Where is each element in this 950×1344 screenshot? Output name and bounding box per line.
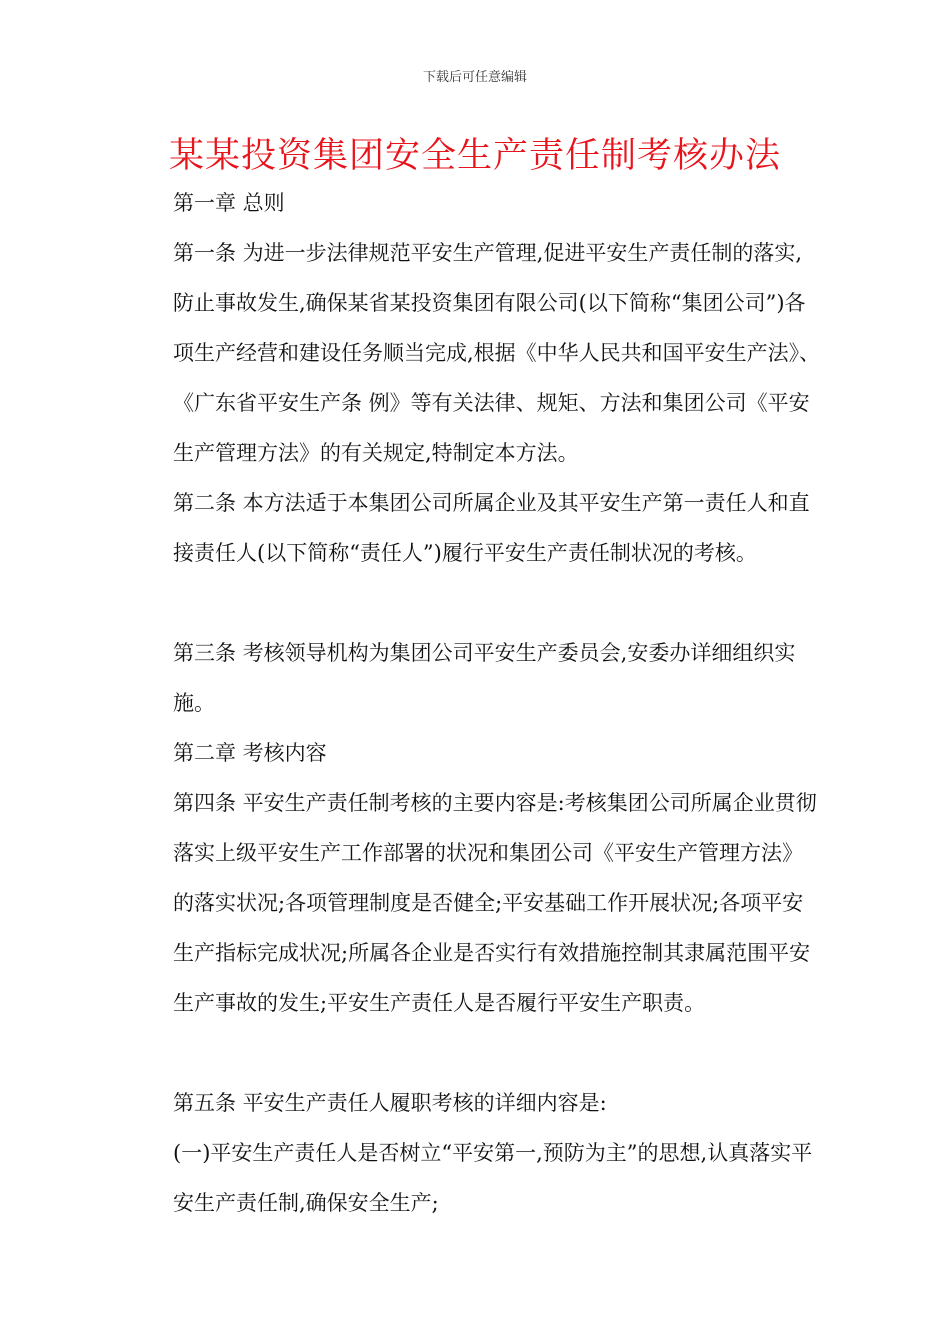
- article-paragraph: (一)平安生产责任人是否树立“平安第一,预防为主”的思想,认真落实平安生产责任制,确保安全生产;: [173, 1141, 813, 1215]
- header-note: 下载后可任意编辑: [422, 70, 527, 85]
- chapter-heading: 第一章 总则: [173, 191, 285, 215]
- chapter-heading: 第二章 考核内容: [173, 741, 327, 765]
- document-body: [143, 178, 823, 1228]
- document-title: 某某投资集团安全生产责任制考核办法: [168, 136, 781, 176]
- article-paragraph: 第三条 考核领导机构为集团公司平安生产委员会,安委办详细组织实施。: [173, 641, 796, 715]
- paragraph-gap: [143, 578, 823, 628]
- article-paragraph: 第二条 本方法适于本集团公司所属企业及其平安生产第一责任人和直接责任人(以下简称“责任人”)履行平安生产责任制状况的考核。: [173, 491, 810, 565]
- paragraph-gap: [143, 1028, 823, 1078]
- article-paragraph: 第五条 平安生产责任人履职考核的详细内容是:: [173, 1091, 607, 1115]
- article-paragraph: 第一条 为进一步法律规范平安生产管理,促进平安生产责任制的落实,防止事故发生,确保某省某投资集团有限公司(以下简称“集团公司”)各项生产经营和建设任务顺当完成,根据《中华人民共和国平安生产法》、《广东省平安生产条 例》等有关法律、规矩、方法和集团公司《平安生产管理方法》的有关规定,特制定本方法。: [173, 241, 821, 465]
- article-paragraph: 第四条 平安生产责任制考核的主要内容是:考核集团公司所属企业贯彻落实上级平安生产工作部署的状况和集团公司《平安生产管理方法》的落实状况;各项管理制度是否健全;平安基础工作开展状况;各项平安生产指标完成状况;所属各企业是否实行有效措施控制其隶属范围平安生产事故的发生;平安生产责任人是否履行平安生产职责。: [173, 791, 817, 1015]
